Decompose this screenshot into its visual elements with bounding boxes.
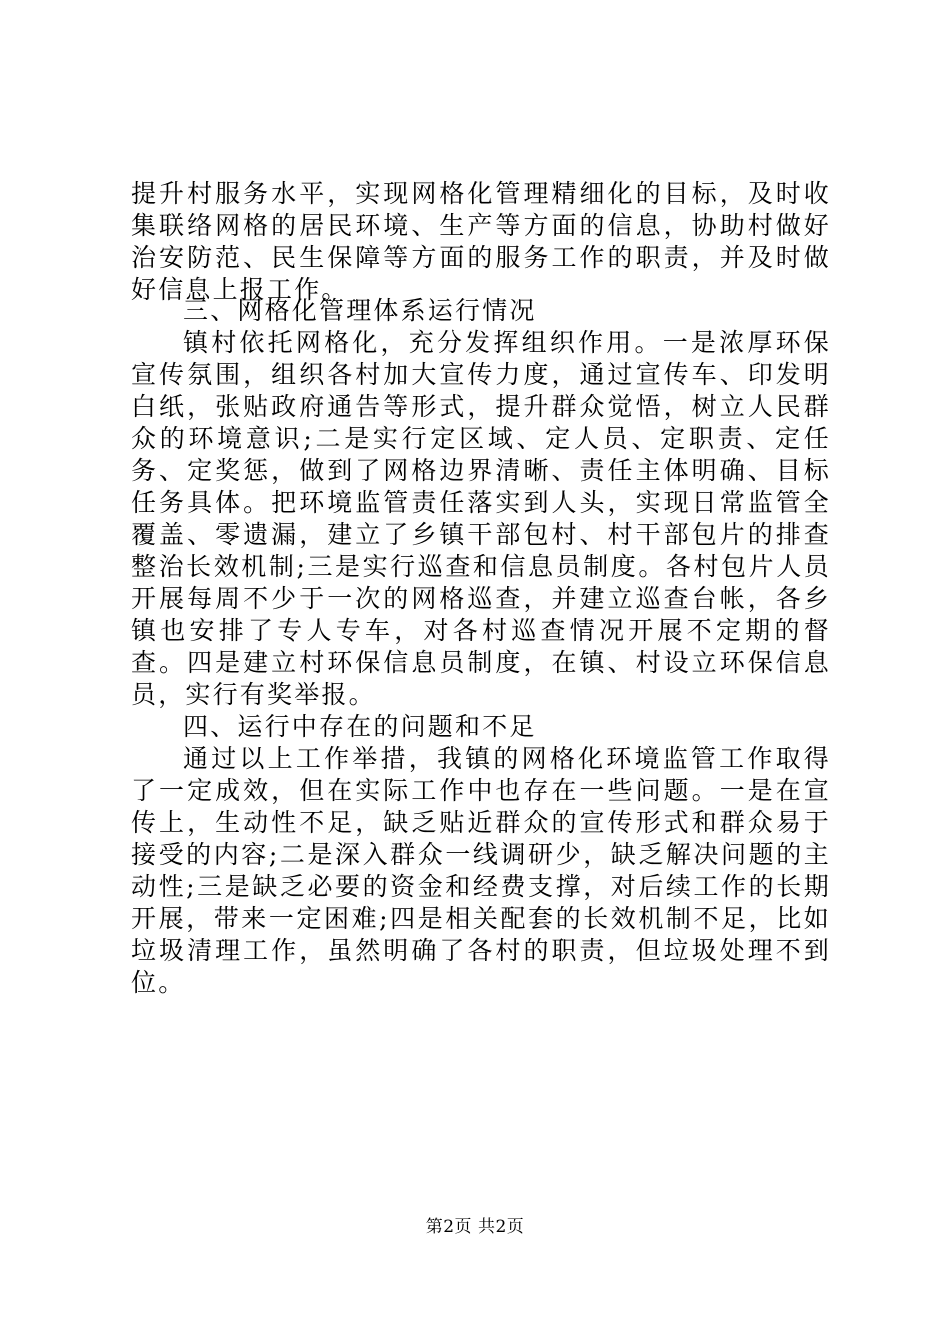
section-3-paragraph: 镇村依托网格化，充分发挥组织作用。一是浓厚环保宣传氛围，组织各村加大宣传力度，通过宣传车、印发明白纸，张贴政府通告等形式，提升群众觉悟，树立人民群众的环境意识;二是实行定区域、定人员、定职责、定任务、定奖惩，做到了网格边界清晰、责任主体明确、目标任务具体。把环境监管责任落实到人头，实现日常监管全覆盖、零遗漏，建立了乡镇干部包村、村干部包片的排查整治长效机制;三是实行巡查和信息员制度。各村包片人员开展每周不少于一次的网格巡查，并建立巡查台帐，各乡镇也安排了专人专车，对各村巡查情况开展不定期的督查。四是建立村环保信息员制度，在镇、村设立环保信息员，实行有奖举报。 — [131, 328, 831, 709]
section-3-heading: 三、网格化管理体系运行情况 — [183, 296, 537, 325]
page-footer — [0, 1216, 950, 1238]
main-sections — [131, 295, 831, 999]
continuation-block — [131, 178, 831, 306]
page-indicator: 第2页 共2页 — [425, 1217, 525, 1237]
continuation-paragraph: 提升村服务水平，实现网格化管理精细化的目标，及时收集联络网格的居民环境、生产等方面的信息，协助村做好治安防范、民生保障等方面的服务工作的职责，并及时做好信息上报工作。 — [131, 179, 831, 304]
section-4-paragraph: 通过以上工作举措，我镇的网格化环境监管工作取得了一定成效，但在实际工作中也存在一些问题。一是在宣传上，生动性不足，缺乏贴近群众的宣传形式和群众易于接受的内容;二是深入群众一线调研少，缺乏解决问题的主动性;三是缺乏必要的资金和经费支撑，对后续工作的长期开展，带来一定困难;四是相关配套的长效机制不足，比如垃圾清理工作，虽然明确了各村的职责，但垃圾处理不到位。 — [131, 744, 831, 997]
section-4-heading: 四、运行中存在的问题和不足 — [183, 712, 537, 741]
